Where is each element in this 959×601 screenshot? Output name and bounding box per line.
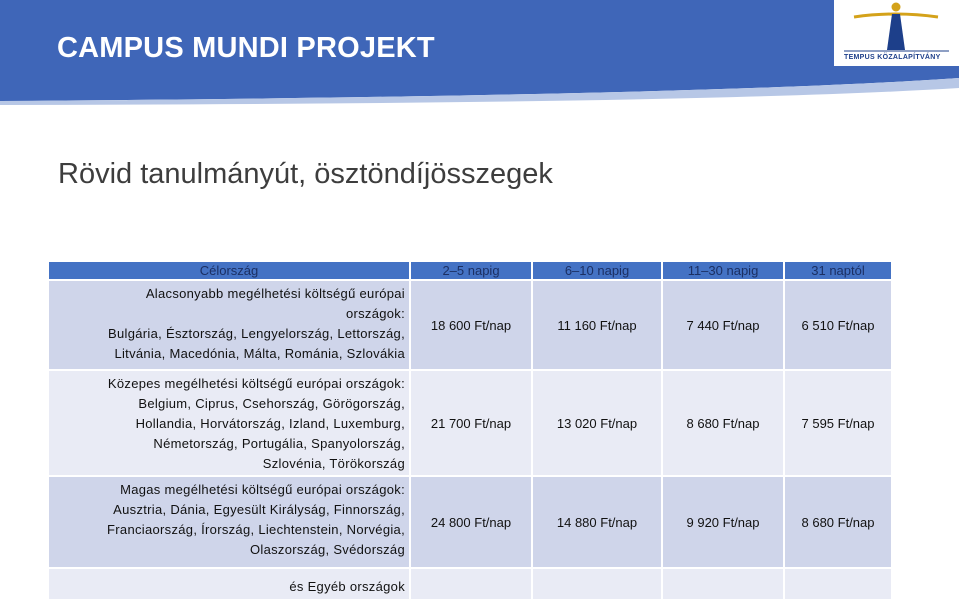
country-line: Belgium, Ciprus, Csehország, Görögország, (138, 396, 405, 411)
country-line: Magas megélhetési költségű európai országok: (120, 482, 405, 497)
country-cell (49, 569, 409, 599)
country-line: országok: (345, 306, 405, 321)
country-line: Szlovénia, Törökország (262, 456, 405, 471)
country-line: Közepes megélhetési költségű európai országok: (107, 376, 405, 391)
page-header-title: CAMPUS MUNDI PROJEKT (57, 32, 435, 64)
country-cell (49, 281, 409, 369)
header-11-30-days: 11–30 napig (663, 262, 783, 279)
country-line: Hollandia, Horvátország, Izland, Luxemburg, (135, 416, 405, 431)
header-banner (0, 0, 959, 105)
table-row (49, 281, 891, 369)
value-cell: 8 680 Ft/nap (663, 371, 783, 475)
value-cell (533, 569, 661, 599)
value-cell: 6 510 Ft/nap (785, 281, 891, 369)
country-line: Alacsonyabb megélhetési költségű európai (145, 286, 405, 301)
country-cell (49, 371, 409, 475)
tempus-logo-icon (834, 0, 959, 52)
country-line: és Egyéb országok (289, 579, 405, 594)
value-cell (785, 569, 891, 599)
page-subtitle: Rövid tanulmányút, ösztöndíjösszegek (58, 158, 553, 190)
country-line: Bulgária, Észtország, Lengyelország, Lettország, (108, 326, 405, 341)
value-cell (411, 569, 531, 599)
value-cell: 11 160 Ft/nap (533, 281, 661, 369)
country-line: Olaszország, Svédország (249, 542, 405, 557)
value-cell: 21 700 Ft/nap (411, 371, 531, 475)
header-destination: Célország (49, 262, 409, 279)
header-6-10-days: 6–10 napig (533, 262, 661, 279)
value-cell: 18 600 Ft/nap (411, 281, 531, 369)
value-cell: 9 920 Ft/nap (663, 477, 783, 567)
tempus-logo (834, 0, 959, 66)
grant-table (47, 260, 893, 601)
country-line: Litvánia, Macedónia, Málta, Románia, Szlovákia (114, 346, 405, 361)
value-cell: 7 595 Ft/nap (785, 371, 891, 475)
value-cell: 14 880 Ft/nap (533, 477, 661, 567)
country-line: Németország, Portugália, Spanyolország, (153, 436, 405, 451)
table-header-row (49, 262, 891, 279)
value-cell (663, 569, 783, 599)
header-2-5-days: 2–5 napig (411, 262, 531, 279)
table-row (49, 569, 891, 599)
value-cell: 24 800 Ft/nap (411, 477, 531, 567)
header-31-days: 31 naptól (785, 262, 891, 279)
table-row (49, 371, 891, 475)
country-line: Ausztria, Dánia, Egyesült Királyság, Finnország, (113, 502, 405, 517)
value-cell: 13 020 Ft/nap (533, 371, 661, 475)
value-cell: 7 440 Ft/nap (663, 281, 783, 369)
country-cell (49, 477, 409, 567)
table-row (49, 477, 891, 567)
country-line: Franciaország, Írország, Liechtenstein, Norvégia, (107, 522, 405, 537)
logo-text: TEMPUS KÖZALAPÍTVÁNY (844, 54, 941, 61)
value-cell: 8 680 Ft/nap (785, 477, 891, 567)
